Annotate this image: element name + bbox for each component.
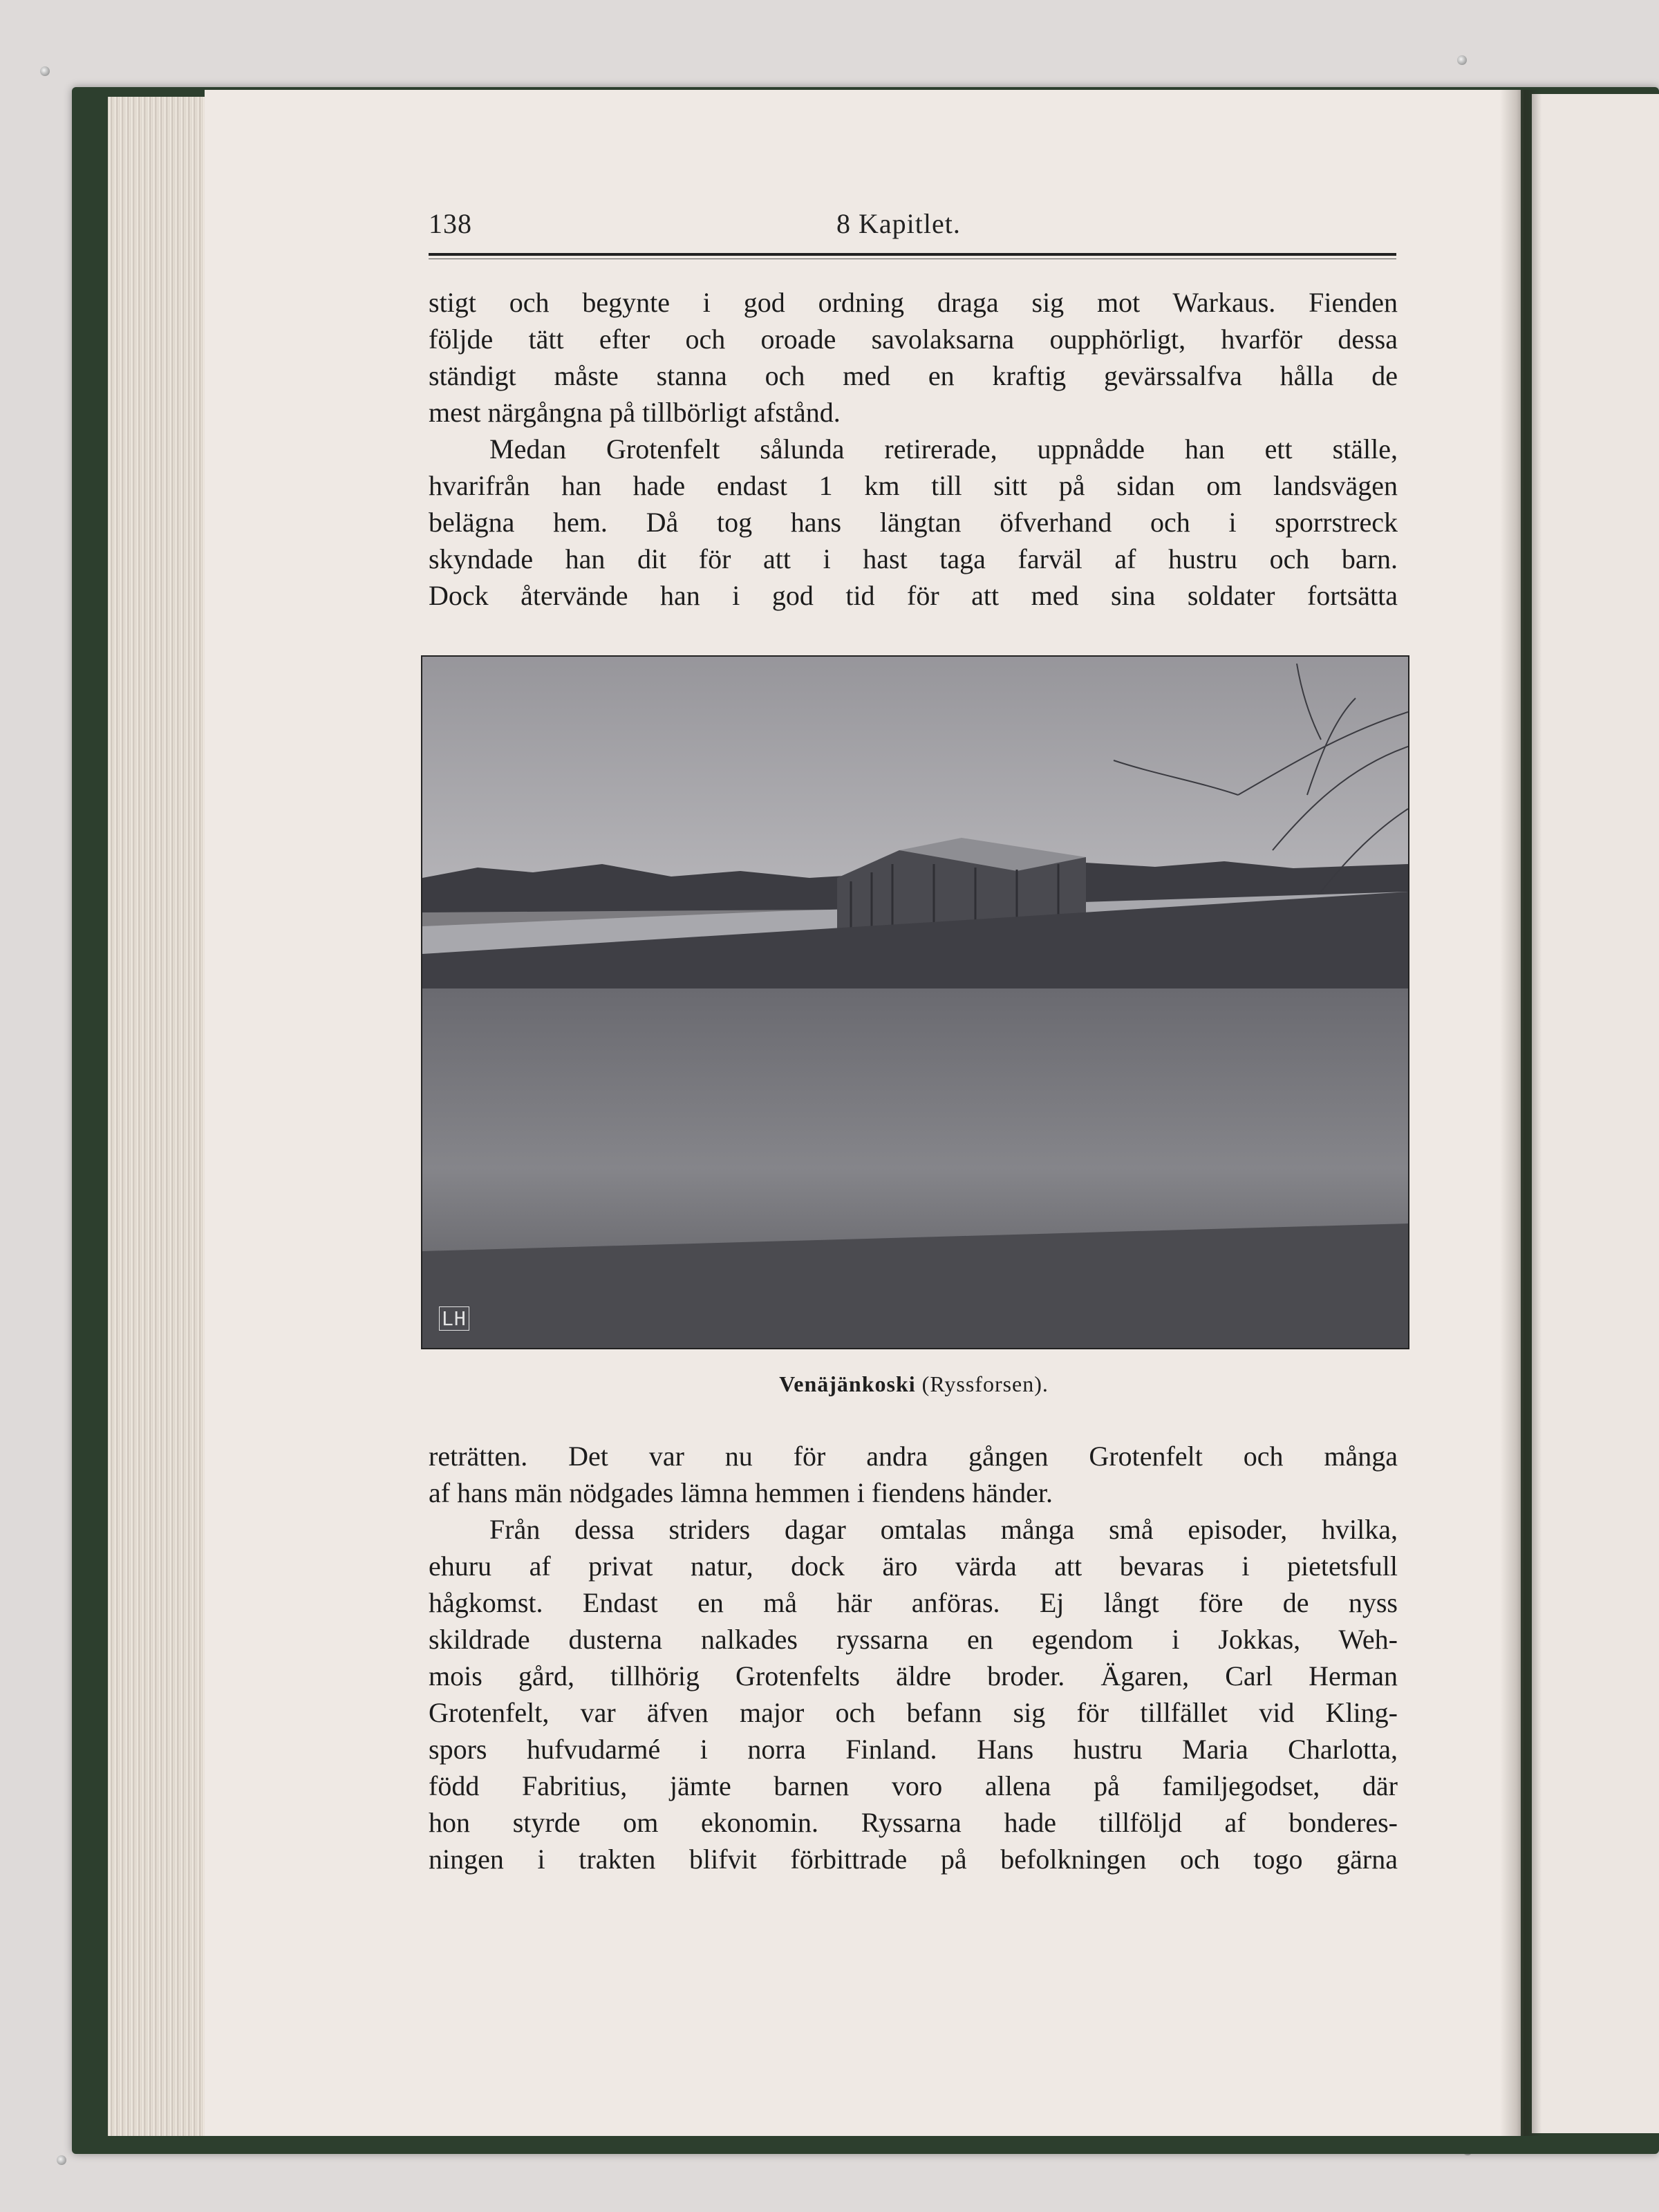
text-block-bottom <box>429 1438 1398 1877</box>
text-line: spors hufvudarmé i norra Finland. Hans hustru Maria Charlotta, <box>429 1734 1398 1765</box>
text-line: Grotenfelt, var äfven major och befann sig för tillfället vid Kling- <box>429 1697 1398 1728</box>
photo-illustration <box>422 657 1408 1348</box>
page-number: 138 <box>429 208 472 239</box>
photographer-monogram: LH <box>439 1306 469 1331</box>
landscape-photo <box>421 655 1409 1349</box>
text-line: reträtten. Det var nu för andra gången Grotenfelt och många <box>429 1441 1398 1472</box>
text-line: ehuru af privat natur, dock äro värda att bevaras i pietetsfull <box>429 1550 1398 1582</box>
caption-subtitle: (Ryssforsen). <box>921 1371 1049 1396</box>
pin-top-right <box>1457 55 1467 65</box>
text-line: Dock återvände han i god tid för att med sina soldater fortsätta <box>429 580 1398 611</box>
paragraph <box>429 1511 1398 1877</box>
text-line: belägna hem. Då tog hans längtan öfverhand och i sporrstreck <box>429 507 1398 538</box>
text-line: hon styrde om ekonomin. Ryssarna hade tillföljd af bonderes- <box>429 1807 1398 1838</box>
page-edges <box>108 97 212 2136</box>
text-line: hågkomst. Endast en må här anföras. Ej långt före de nyss <box>429 1587 1398 1618</box>
text-line: Medan Grotenfelt sålunda retirerade, uppnådde han ett ställe, <box>489 433 1398 465</box>
text-line: följde tätt efter och oroade savolaksarna oupphörligt, hvarför dessa <box>429 324 1398 355</box>
book-gutter <box>1500 90 1541 2136</box>
text-line: Från dessa striders dagar omtalas många små episoder, hvilka, <box>489 1514 1398 1545</box>
pin-top-left <box>40 66 50 76</box>
figure-caption <box>421 1371 1407 1397</box>
text-line: mest närgångna på tillbörligt afstånd. <box>429 397 841 428</box>
text-line: stigt och begynte i god ordning draga sig mot Warkaus. Fienden <box>429 287 1398 318</box>
text-line: född Fabritius, jämte barnen voro allena på familjegodset, där <box>429 1770 1398 1801</box>
pin-bottom-left <box>57 2155 66 2165</box>
caption-title: Venäjänkoski <box>779 1371 916 1396</box>
running-title: 8 Kapitlet. <box>836 208 961 239</box>
header-rule <box>429 253 1396 256</box>
text-line: ningen i trakten blifvit förbittrade på befolkningen och togo gärna <box>429 1844 1398 1875</box>
text-line: skyndade han dit för att i hast taga farväl af hustru och barn. <box>429 543 1398 574</box>
text-line: mois gård, tillhörig Grotenfelts äldre broder. Ägaren, Carl Herman <box>429 1660 1398 1691</box>
paragraph <box>429 431 1398 614</box>
text-line: hvarifrån han hade endast 1 km till sitt på sidan om landsvägen <box>429 470 1398 501</box>
text-line: skildrade dusterna nalkades ryssarna en egendom i Jokkas, Weh- <box>429 1624 1398 1655</box>
facing-page <box>1532 94 1659 2133</box>
paragraph <box>429 284 1398 431</box>
text-block-top <box>429 284 1398 614</box>
text-line: af hans män nödgades lämna hemmen i fiendens händer. <box>429 1477 1053 1508</box>
text-line: ständigt måste stanna och med en kraftig gevärssalfva hålla de <box>429 360 1398 391</box>
page-header <box>429 207 1396 249</box>
paragraph <box>429 1438 1398 1511</box>
